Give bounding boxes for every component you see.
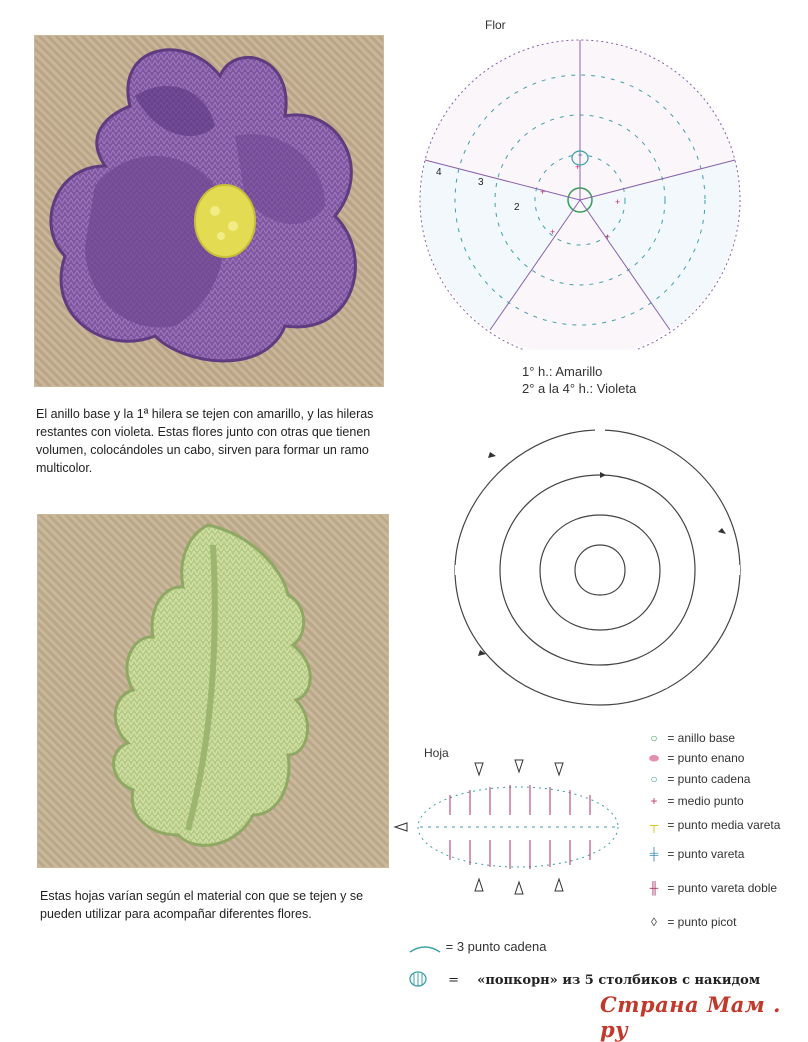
legend-popcorn: = «попкорн» из 5 столбиков с накидом bbox=[408, 971, 760, 989]
slip-stitch-icon: ⬬ bbox=[648, 751, 660, 765]
flower-photo bbox=[34, 35, 384, 387]
half-double-icon: ┬ bbox=[649, 818, 659, 832]
legend-punto-vareta: ╪ = punto vareta bbox=[644, 847, 744, 861]
svg-text:+: + bbox=[550, 227, 556, 237]
row-number-4: 4 bbox=[436, 167, 442, 178]
ring-icon: ○ bbox=[650, 731, 658, 745]
row-number-2: 2 bbox=[514, 202, 520, 213]
svg-text:+: + bbox=[540, 187, 546, 197]
flor-diagram-title: Flor bbox=[485, 18, 506, 32]
hoja-chart-diagram bbox=[390, 755, 640, 900]
leaf-caption: Estas hojas varían según el material con que se tejen y se pueden utilizar para acompañar diferentes flores. bbox=[40, 889, 364, 921]
legend-punto-enano: ⬬ = punto enano bbox=[644, 751, 744, 766]
hoja-diagram-title: Hoja bbox=[424, 746, 449, 760]
arc-icon bbox=[408, 942, 442, 954]
rows-line-1: 1° h.: Amarillo bbox=[522, 364, 603, 379]
legend-punto-cadena: ○ = punto cadena bbox=[644, 772, 750, 786]
svg-text:+: + bbox=[575, 162, 581, 172]
picot-icon: ◊ bbox=[651, 915, 657, 929]
treble-crochet-icon: ╫ bbox=[649, 881, 659, 895]
watermark: Страна Мам . ру bbox=[600, 992, 781, 1042]
flower-shape-diagram bbox=[440, 420, 760, 720]
legend-punto-media-vareta: ┬ = punto media vareta bbox=[644, 818, 780, 832]
legend-punto-vareta-doble: ╫ = punto vareta doble bbox=[644, 881, 777, 895]
flower-illustration bbox=[35, 36, 383, 386]
flor-chart-diagram bbox=[410, 30, 760, 350]
rows-line-2: 2° a la 4° h.: Violeta bbox=[522, 381, 637, 396]
leaf-photo bbox=[37, 514, 389, 868]
leaf-illustration bbox=[38, 515, 388, 867]
svg-text:+: + bbox=[615, 197, 621, 207]
single-crochet-icon: + bbox=[650, 794, 658, 808]
popcorn-stitch-icon bbox=[408, 971, 428, 989]
svg-text:+: + bbox=[605, 232, 611, 242]
double-crochet-icon: ╪ bbox=[649, 847, 659, 861]
color-rows-note bbox=[522, 363, 636, 397]
legend-3-chain: = 3 punto cadena bbox=[408, 939, 546, 954]
flower-caption: El anillo base y la 1ª hilera se tejen con amarillo, y las hileras restantes con violeta. Estas flores junto con otras que tienen volumen, colocándoles un cabo, sirven para formar un ramo multicolor. bbox=[36, 407, 374, 475]
legend-anillo-base: ○ = anillo base bbox=[644, 731, 735, 745]
legend-punto-picot: ◊ = punto picot bbox=[644, 915, 736, 929]
chain-stitch-icon: ○ bbox=[650, 772, 658, 786]
legend-medio-punto: + = medio punto bbox=[644, 794, 744, 808]
row-number-3: 3 bbox=[478, 177, 484, 188]
